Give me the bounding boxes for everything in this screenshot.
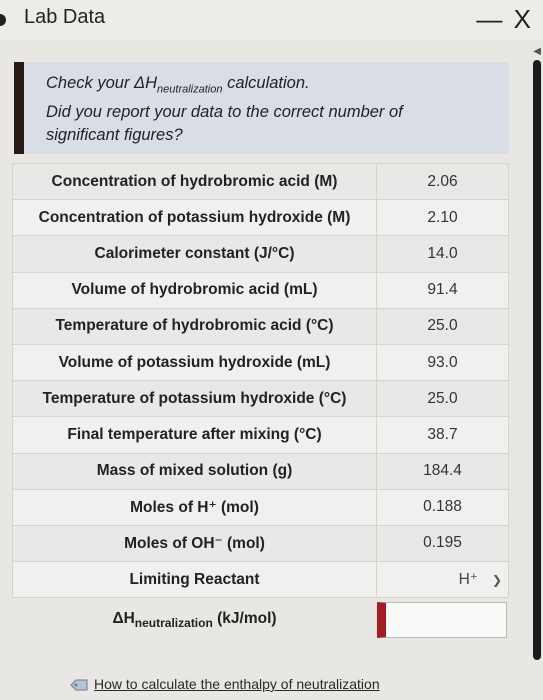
enthalpy-cell xyxy=(377,598,509,642)
lab-data-table xyxy=(12,163,509,642)
feedback-notice xyxy=(14,62,509,154)
row-label: Temperature of potassium hydroxide (°C) xyxy=(13,381,377,417)
enthalpy-help-link[interactable]: How to calculate the enthalpy of neutralization xyxy=(94,676,380,692)
notice-delta-h-sub: neutralization xyxy=(157,83,223,96)
enthalpy-sub: neutralization xyxy=(134,616,213,631)
row-value: 38.7 xyxy=(377,417,509,453)
enthalpy-label xyxy=(13,598,377,642)
row-label: Volume of potassium hydroxide (mL) xyxy=(13,344,377,380)
table-row xyxy=(13,489,509,525)
row-value: 0.188 xyxy=(377,489,509,525)
row-label: Volume of hydrobromic acid (mL) xyxy=(13,272,377,308)
row-value: 91.4 xyxy=(377,272,509,308)
table-row xyxy=(13,308,509,344)
table-row xyxy=(13,164,509,200)
row-label: Final temperature after mixing (°C) xyxy=(13,417,377,453)
minimize-close-control[interactable]: — X xyxy=(476,4,533,34)
row-value: 2.10 xyxy=(377,200,509,236)
table-row xyxy=(13,272,509,308)
enthalpy-row xyxy=(13,598,509,642)
table-row xyxy=(13,236,509,272)
enthalpy-input[interactable] xyxy=(377,602,507,638)
row-label: Moles of H⁺ (mol) xyxy=(13,489,377,525)
notice-line1-suffix: calculation. xyxy=(222,74,310,92)
row-label: Mass of mixed solution (g) xyxy=(13,453,377,489)
limiting-reactant-selected: H⁺ xyxy=(458,571,478,589)
pencil-tag-icon xyxy=(70,678,88,692)
row-value: 93.0 xyxy=(377,344,509,380)
row-value: 14.0 xyxy=(377,236,509,272)
limiting-reactant-select[interactable] xyxy=(377,562,509,598)
enthalpy-delta: ΔH xyxy=(112,609,135,627)
row-label: Concentration of hydrobromic acid (M) xyxy=(13,164,377,200)
back-dot-icon xyxy=(0,14,6,26)
row-value: 2.06 xyxy=(377,164,509,200)
table-row xyxy=(13,381,509,417)
limiting-reactant-label: Limiting Reactant xyxy=(13,562,377,598)
window-title: Lab Data xyxy=(24,6,106,28)
limiting-reactant-row xyxy=(13,562,509,598)
chevron-down-icon: ❯ xyxy=(491,573,502,588)
row-value: 25.0 xyxy=(377,381,509,417)
row-label: Calorimeter constant (J/°C) xyxy=(13,236,377,272)
title-bar xyxy=(0,0,543,40)
row-value: 184.4 xyxy=(377,453,509,489)
notice-line1-prefix: Check your xyxy=(46,74,135,92)
notice-delta-h: ΔH xyxy=(134,74,158,92)
table-row xyxy=(13,344,509,380)
table-row xyxy=(13,453,509,489)
row-label: Temperature of hydrobromic acid (°C) xyxy=(13,308,377,344)
notice-text xyxy=(46,72,506,147)
row-label: Moles of OH⁻ (mol) xyxy=(13,525,377,561)
table-row xyxy=(13,525,509,561)
scrollbar[interactable] xyxy=(533,60,541,660)
enthalpy-unit: (kJ/mol) xyxy=(212,609,277,627)
table-row xyxy=(13,417,509,453)
row-label: Concentration of potassium hydroxide (M) xyxy=(13,200,377,236)
table-row xyxy=(13,200,509,236)
row-value: 25.0 xyxy=(377,308,509,344)
notice-line2: Did you report your data to the correct number of xyxy=(46,103,403,122)
help-link-row xyxy=(70,676,380,692)
scroll-up-arrow-icon[interactable]: ◀ xyxy=(533,46,541,57)
row-value: 0.195 xyxy=(377,525,509,561)
notice-line3: significant figures? xyxy=(46,126,183,145)
